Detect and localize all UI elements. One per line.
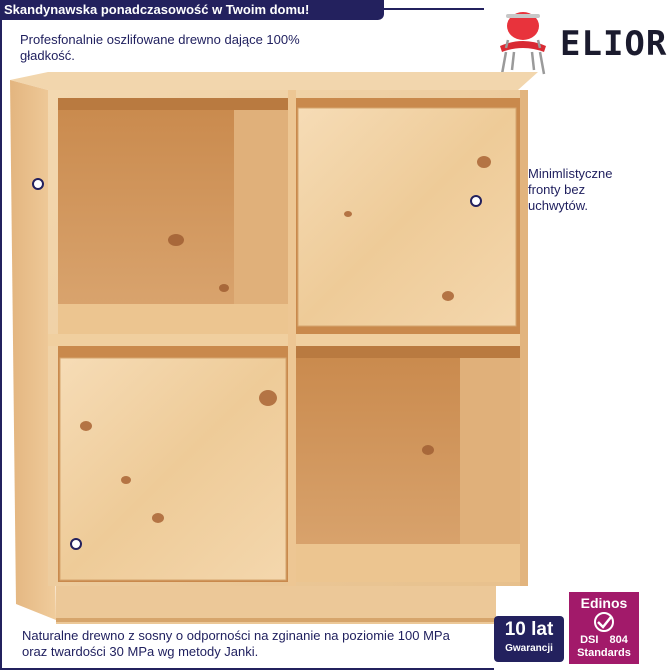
door-upper-right <box>298 108 516 326</box>
red-chair-icon <box>492 8 554 76</box>
cert-code <box>569 634 639 647</box>
bookcase-illustration <box>8 72 538 628</box>
warranty-years: 10 lat <box>504 619 554 640</box>
warranty-badge <box>494 616 564 662</box>
warranty-label: Gwarancji <box>505 643 553 654</box>
frame-line-top <box>384 8 484 10</box>
callout-dot-right <box>470 195 482 207</box>
compartment-lower-right <box>296 346 520 582</box>
headline-text: Skandynawska ponadczasowość w Twoim domu! <box>4 2 310 17</box>
cert-code-right: 804 <box>609 634 628 646</box>
compartment-upper-right <box>296 98 520 334</box>
compartment-upper-left <box>58 98 288 334</box>
callout-dot-left <box>32 178 44 190</box>
cabinet-top <box>10 72 538 90</box>
note-pine-strength: Naturalne drewno z sosny o odporności na zginanie na poziomie 100 MPa oraz twardości 30 MPa wg metody Janki. <box>22 628 450 659</box>
brand-logo <box>492 8 667 78</box>
door-lower-left <box>60 358 286 580</box>
callout-dot-bottom <box>70 538 82 550</box>
cert-code-left: DSI <box>580 634 599 646</box>
certification-badge <box>569 592 639 664</box>
frame-line-left <box>0 20 2 670</box>
vertical-divider <box>288 90 296 586</box>
brand-name: ELIOR <box>560 24 667 64</box>
headline-banner <box>0 0 384 20</box>
cert-label: Standards <box>577 647 631 659</box>
cabinet-right-edge <box>520 90 528 586</box>
cert-name: Edinos <box>580 595 628 611</box>
cert-emblem-icon <box>584 612 624 634</box>
note-smooth-wood: Profesfonalnie oszlifowane drewno dające 100% gładkość. <box>20 32 300 63</box>
note-handleless-fronts: Minimlistyczne fronty bez uchwytów. <box>528 166 613 213</box>
compartment-lower-left <box>58 346 288 582</box>
